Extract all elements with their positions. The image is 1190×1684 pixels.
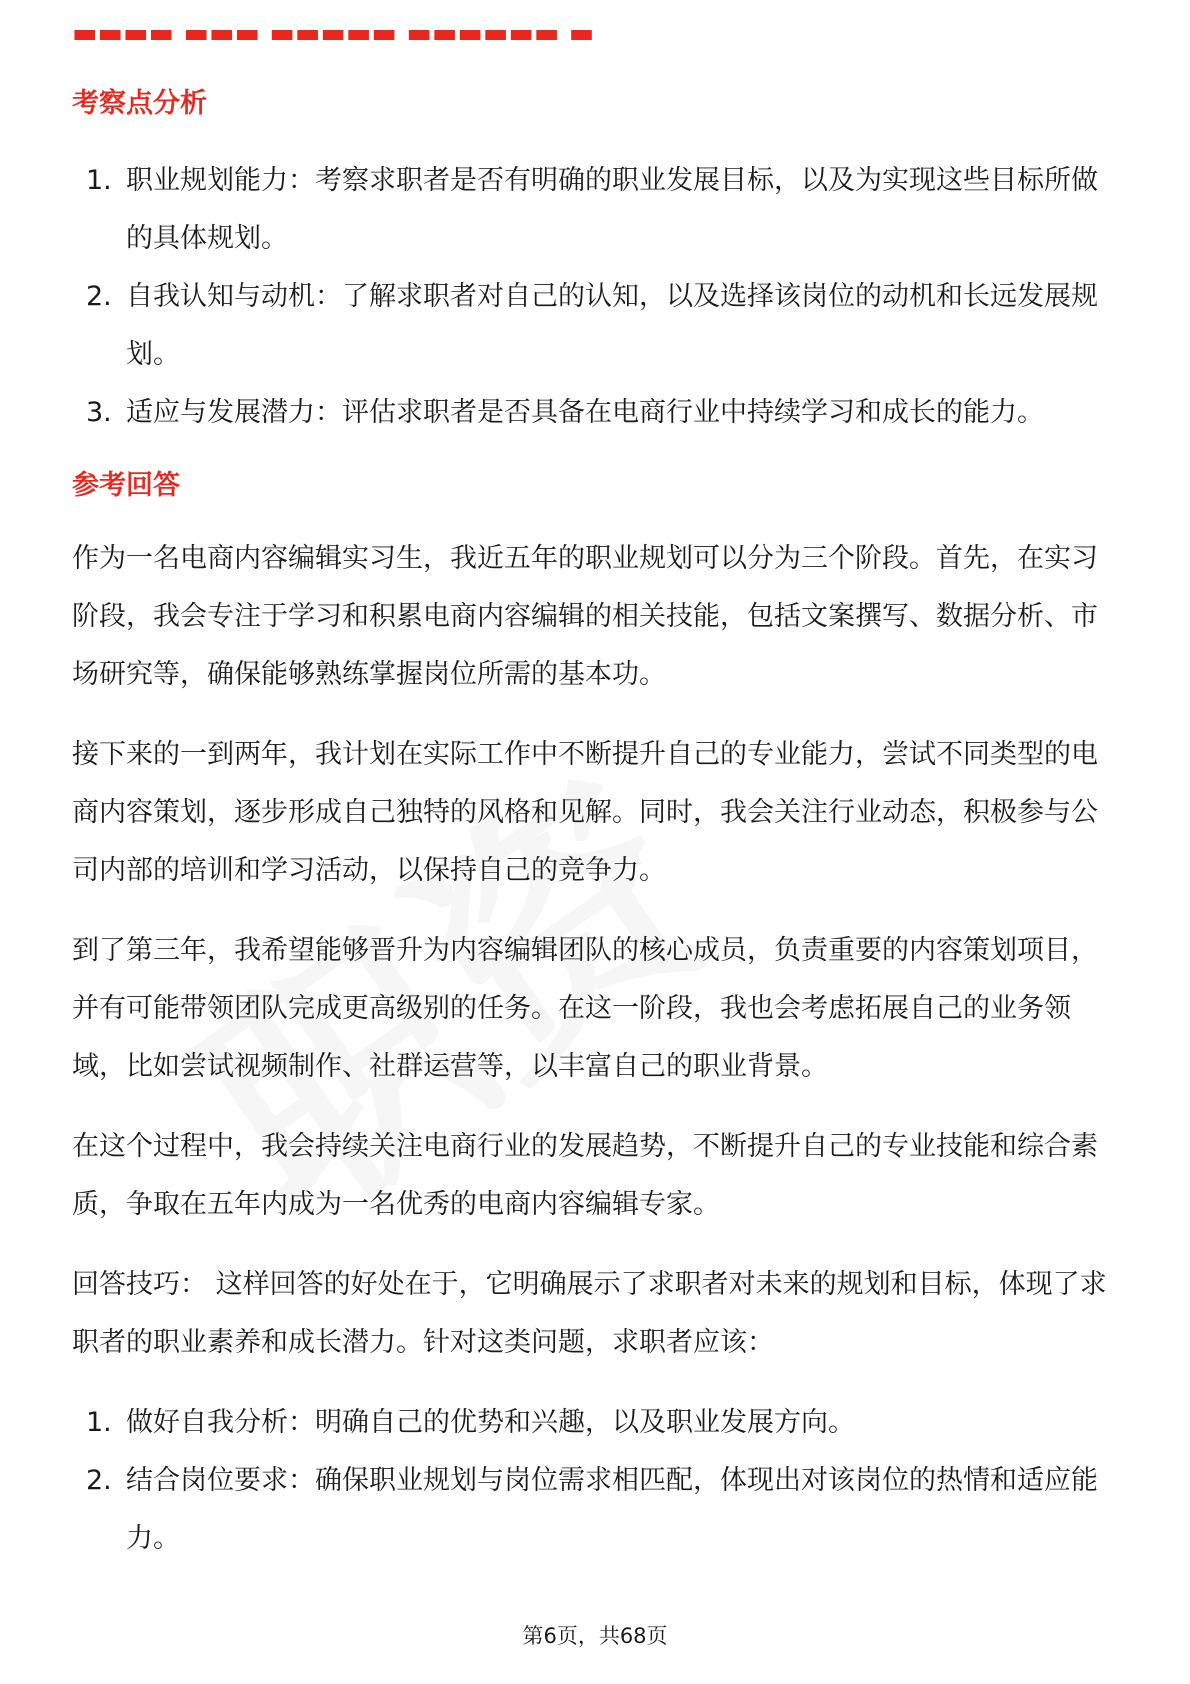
- section-heading-analysis: 考察点分析: [72, 88, 207, 119]
- list-item-text: 适应与发展潜力：评估求职者是否具备在电商行业中持续学习和成长的能力。: [126, 397, 1044, 428]
- document-content: [72, 84, 1122, 1568]
- section-heading-reference-answer: 参考回答: [72, 470, 180, 501]
- list-item-number: 2.: [86, 1465, 112, 1496]
- cut-off-heading-text: ▬▬▬▬ ▬▬▬ ▬▬▬▬▬ ▬▬▬▬▬▬ ▬: [72, 18, 595, 49]
- list-item-number: 1.: [86, 165, 112, 196]
- list-item: [72, 1394, 1122, 1452]
- analysis-list: [72, 152, 1122, 442]
- answer-paragraph: 接下来的一到两年，我计划在实际工作中不断提升自己的专业能力，尝试不同类型的电商内容策划，逐步形成自己独特的风格和见解。同时，我会关注行业动态，积极参与公司内部的培训和学习活动，以保持自己的竞争力。: [72, 739, 1098, 886]
- page-number-footer: 第6页，共68页: [522, 1624, 668, 1648]
- list-item-text: 结合岗位要求：确保职业规划与岗位需求相匹配，体现出对该岗位的热情和适应能力。: [126, 1465, 1098, 1554]
- list-item-number: 3.: [86, 397, 112, 428]
- list-item: [72, 1452, 1122, 1568]
- answer-paragraph: 到了第三年，我希望能够晋升为内容编辑团队的核心成员，负责重要的内容策划项目，并有可能带领团队完成更高级别的任务。在这一阶段，我也会考虑拓展自己的业务领域，比如尝试视频制作、社群运营等，以丰富自己的职业背景。: [72, 935, 1098, 1082]
- list-item: [72, 152, 1122, 268]
- answer-paragraph: 作为一名电商内容编辑实习生，我近五年的职业规划可以分为三个阶段。首先，在实习阶段，我会专注于学习和积累电商内容编辑的相关技能，包括文案撰写、数据分析、市场研究等，确保能够熟练掌握岗位所需的基本功。: [72, 543, 1098, 690]
- list-item: [72, 268, 1122, 384]
- list-item-text: 职业规划能力：考察求职者是否有明确的职业发展目标，以及为实现这些目标所做的具体规划。: [126, 165, 1098, 254]
- cut-off-heading: [72, 18, 692, 56]
- answer-tips-intro: 回答技巧： 这样回答的好处在于，它明确展示了求职者对未来的规划和目标，体现了求职者的职业素养和成长潜力。针对这类问题，求职者应该：: [72, 1269, 1107, 1358]
- list-item: [72, 384, 1122, 442]
- list-item-text: 自我认知与动机：了解求职者对自己的认知，以及选择该岗位的动机和长远发展规划。: [126, 281, 1098, 370]
- list-item-text: 做好自我分析：明确自己的优势和兴趣，以及职业发展方向。: [126, 1407, 855, 1438]
- tips-list: [72, 1394, 1122, 1568]
- answer-paragraph: 在这个过程中，我会持续关注电商行业的发展趋势，不断提升自己的专业技能和综合素质，争取在五年内成为一名优秀的电商内容编辑专家。: [72, 1131, 1098, 1220]
- list-item-number: 2.: [86, 281, 112, 312]
- list-item-number: 1.: [86, 1407, 112, 1438]
